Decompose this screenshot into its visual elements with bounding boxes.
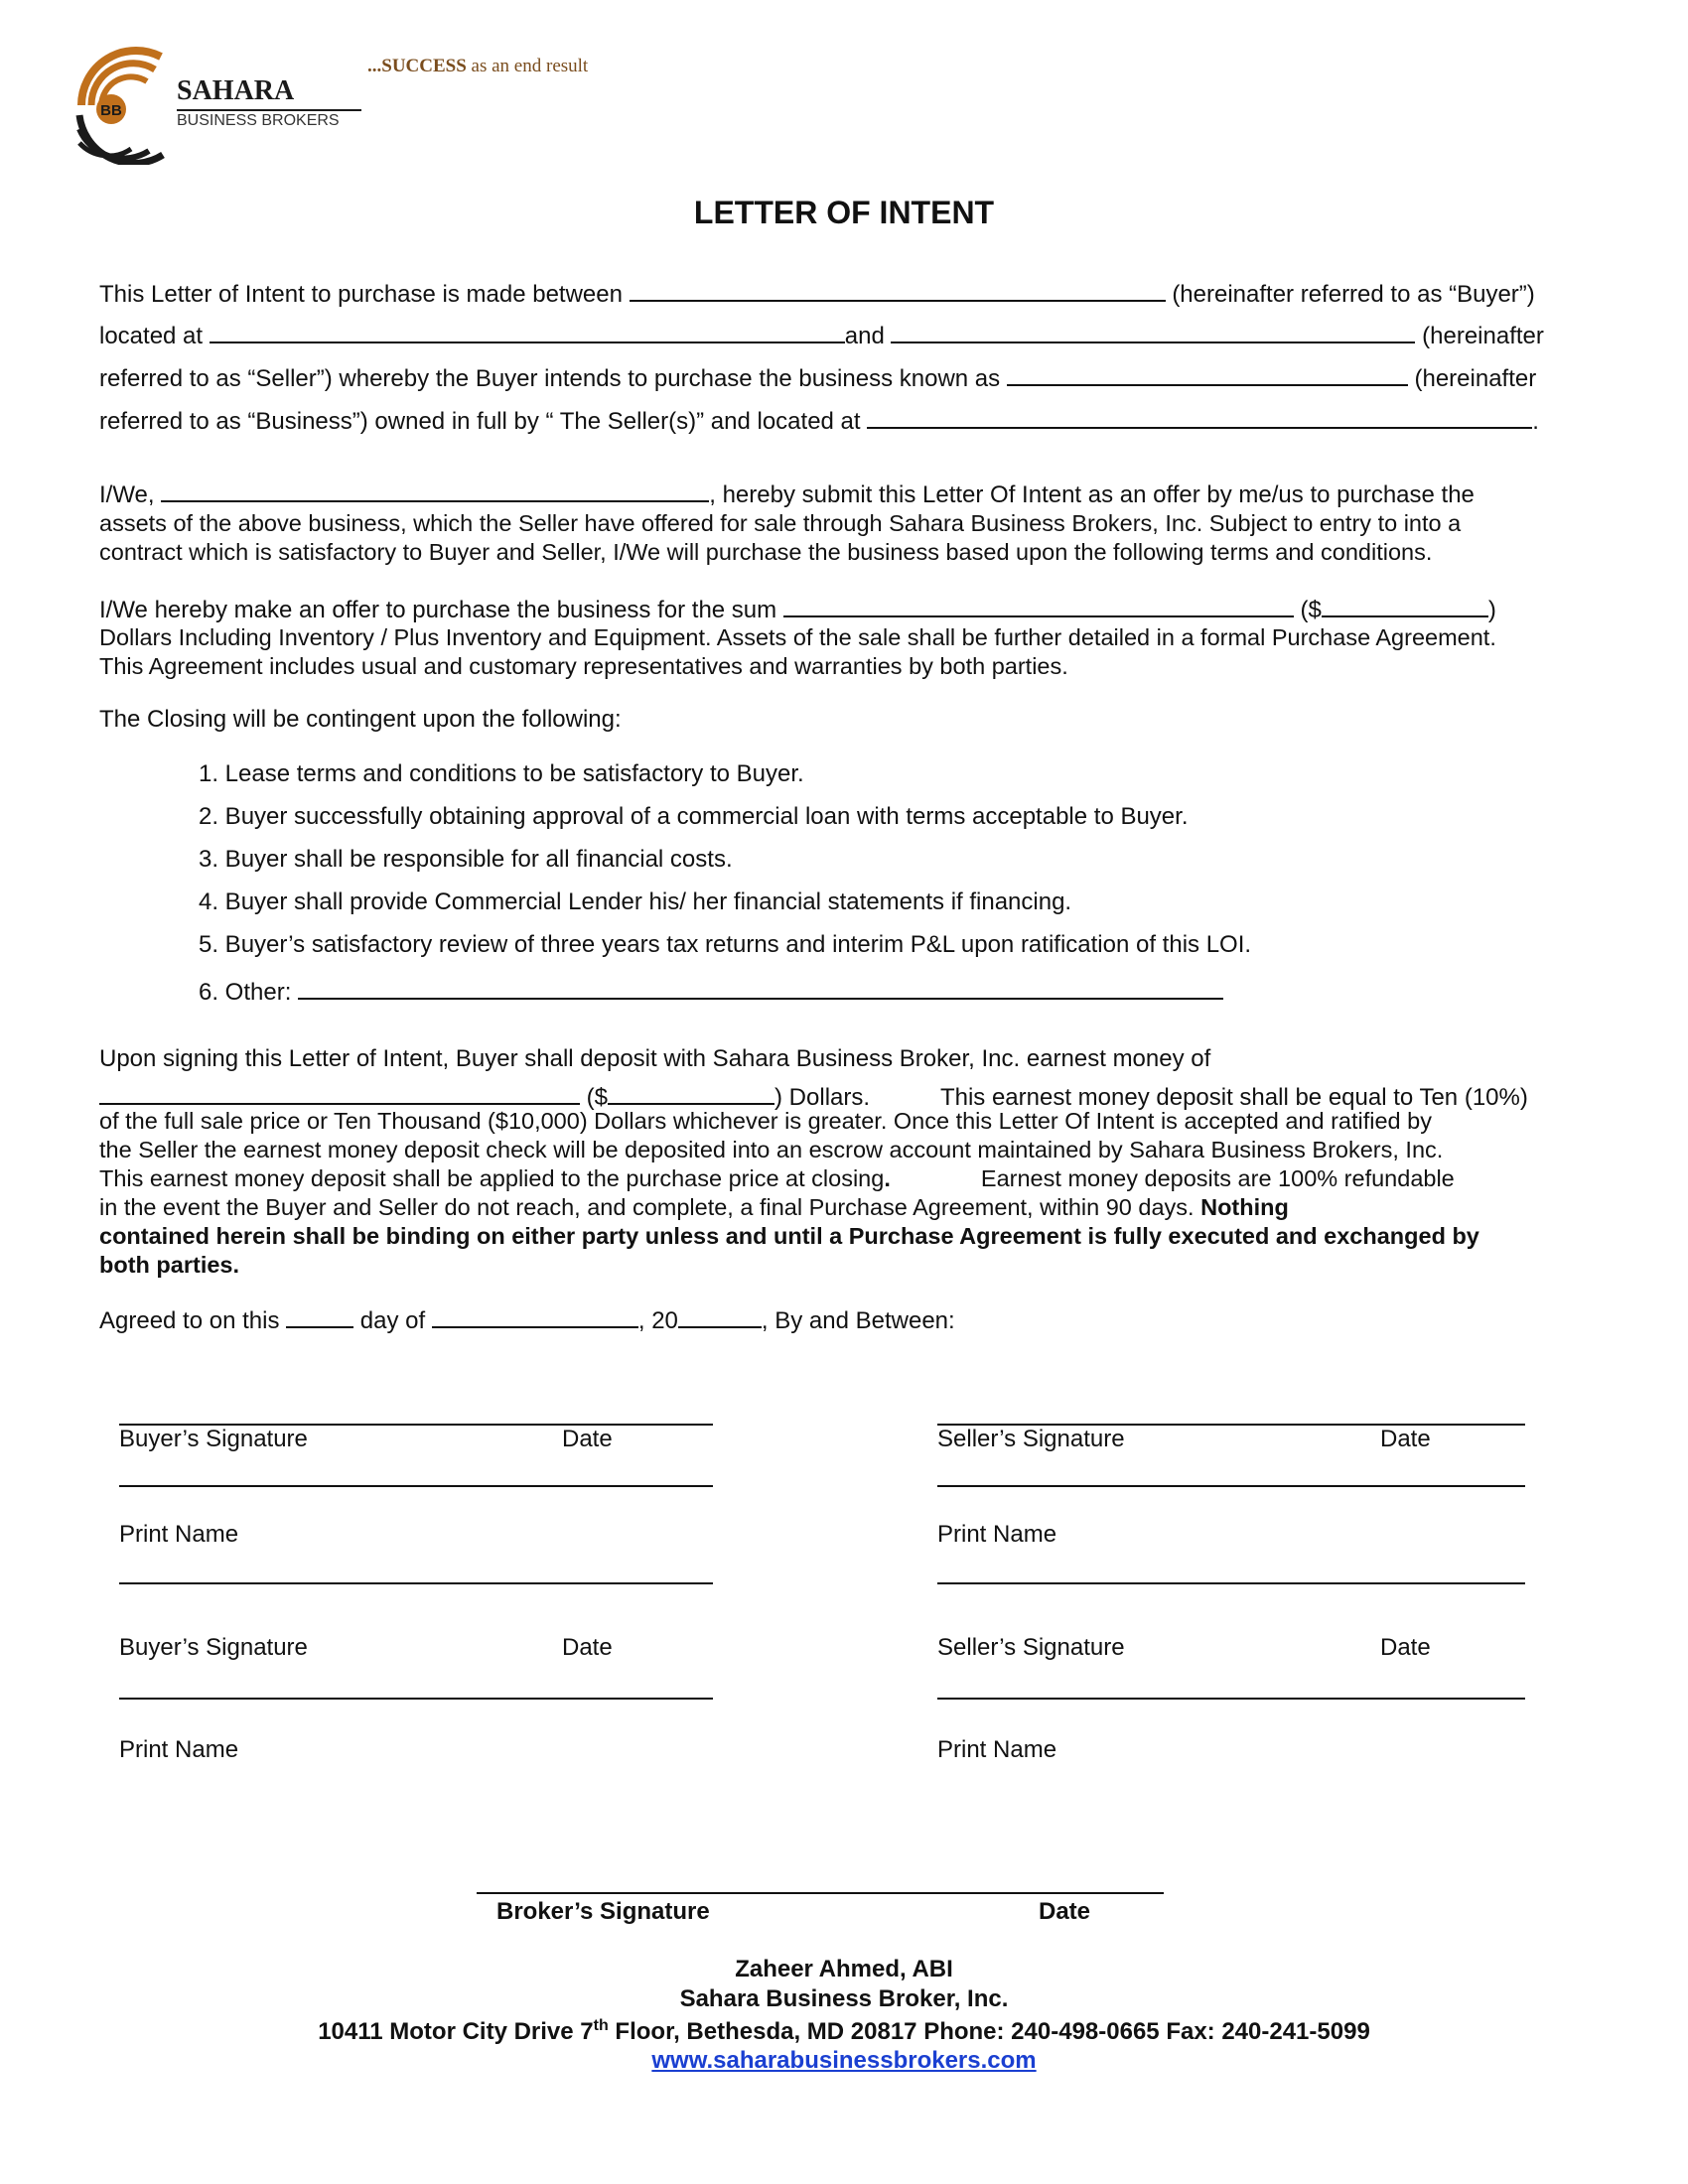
broker-date-label: Date [1039,1898,1091,1925]
seller-date-label: Date [1380,1426,1431,1452]
svg-text:BB: BB [100,102,122,119]
agreed-day-blank[interactable] [286,1302,353,1328]
offer-text: I/We, [99,481,155,508]
intro-text: (hereinafter referred to as “Buyer”) [1172,281,1535,308]
buyer-print-name-label: Print Name [119,1521,239,1548]
deposit-line-5 [99,1165,1455,1192]
buyer-signature-label: Buyer’s Signature [119,1426,308,1452]
intro-line-4 [99,403,1539,436]
intro-text: referred to as “Business”) owned in full by “ The Seller(s)” and located at [99,408,861,435]
offer-amount-figures-blank[interactable] [1322,592,1488,617]
closing-heading: The Closing will be contingent upon the following: [99,706,622,733]
other-condition-blank[interactable] [298,974,1223,1000]
deposit-line-6 [99,1194,1289,1221]
agreed-month-blank[interactable] [432,1302,638,1328]
business-name-blank[interactable] [1007,360,1408,386]
buyer-print-name-label: Print Name [119,1736,239,1763]
broker-address [0,2017,1688,2046]
condition-item: 5. Buyer’s satisfactory review of three years tax returns and interim P&L upon ratification of this LOI. [199,931,1252,958]
offer-line-3: contract which is satisfactory to Buyer and Seller, I/We will purchase the business based upon the following terms and conditions. [99,539,1433,565]
intro-text: . [1532,408,1539,435]
deposit-line-7: contained herein shall be binding on either party unless and until a Purchase Agreement is fully executed and exchanged by [99,1223,1479,1249]
broker-signature-line[interactable] [477,1892,1164,1894]
sum-text: ) [1487,597,1496,623]
seller-print-name-label: Print Name [937,1736,1057,1763]
broker-company: Sahara Business Broker, Inc. [679,1985,1009,2012]
buyer-print-name-line-1[interactable] [119,1485,713,1487]
brand-name: SAHARA [177,75,295,106]
deposit-text: . [884,1165,891,1191]
document-title: LETTER OF INTENT [693,195,995,230]
offeror-name-blank[interactable] [161,477,709,502]
sum-line-3: This Agreement includes usual and customary representatives and warranties by both parties. [99,653,1068,679]
tagline-prefix: ...SUCCESS [367,56,467,76]
tagline-rest: as an end result [466,56,589,76]
buyer-print-name-line-2[interactable] [119,1698,713,1700]
deposit-amount-figures-blank[interactable] [608,1079,774,1105]
intro-text: referred to as “Seller”) whereby the Buyer intends to purchase the business known as [99,365,1001,392]
sum-text: I/We hereby make an offer to purchase the business for the sum [99,597,777,623]
offer-line-1 [99,477,1475,509]
buyer-date-label: Date [562,1634,613,1661]
buyer-date-label: Date [562,1426,613,1452]
broker-name: Zaheer Ahmed, ABI [735,1956,953,1982]
brand-underline [177,109,361,111]
deposit-bold-text: Nothing [1200,1194,1289,1220]
offer-text: , hereby submit this Letter Of Intent as an offer by me/us to purchase the [709,481,1475,508]
agreed-text: Agreed to on this [99,1307,280,1334]
intro-text: (hereinafter [1422,323,1544,349]
seller-print-name-label: Print Name [937,1521,1057,1548]
agreed-text: day of [359,1307,426,1334]
deposit-text: in the event the Buyer and Seller do not reach, and complete, a final Purchase Agreement, within 90 days. [99,1194,1195,1220]
deposit-line-8: both parties. [99,1252,240,1278]
address-text: 10411 Motor City Drive 7 [318,2018,594,2045]
buyer-name-blank[interactable] [630,276,1166,302]
deposit-line-3: of the full sale price or Ten Thousand ($10,000) Dollars whichever is greater. Once this Letter Of Intent is accepted and ratified by [99,1108,1432,1134]
seller-signature-label: Seller’s Signature [937,1634,1125,1661]
sum-text: ($ [1300,597,1322,623]
seller-print-name-line-1[interactable] [937,1485,1525,1487]
deposit-line-4: the Seller the earnest money deposit check will be deposited into an escrow account maintained by Sahara Business Brokers, Inc. [99,1137,1444,1162]
agreed-text: , 20 [637,1307,678,1334]
buyer-location-blank[interactable] [210,318,845,343]
agreed-text: , By and Between: [761,1307,955,1334]
deposit-text: This earnest money deposit shall be equal to Ten (10%) [939,1084,1528,1111]
address-text: Floor, Bethesda, MD 20817 Phone: 240-498-0665 Fax: 240-241-5099 [608,2018,1370,2045]
seller-name-blank[interactable] [891,318,1415,343]
broker-signature-label: Broker’s Signature [496,1898,710,1925]
condition-item-other [199,974,1223,1007]
condition-item: 2. Buyer successfully obtaining approval of a commercial loan with terms acceptable to Buyer. [199,803,1189,830]
tagline [367,56,588,77]
condition-item: 1. Lease terms and conditions to be satisfactory to Buyer. [199,760,804,787]
offer-amount-words-blank[interactable] [783,592,1294,617]
agreed-year-blank[interactable] [678,1302,762,1328]
offer-line-2: assets of the above business, which the Seller have offered for sale through Sahara Business Brokers, Inc. Subject to entry to into a [99,510,1462,536]
intro-line-1 [99,276,1535,309]
seller-print-name-line-2[interactable] [937,1698,1525,1700]
seller-signature-line-2[interactable] [937,1582,1525,1584]
deposit-text: ) Dollars. [774,1084,871,1111]
deposit-amount-words-blank[interactable] [99,1079,580,1105]
address-superscript: th [593,2017,609,2034]
sum-line-2: Dollars Including Inventory / Plus Inventory and Equipment. Assets of the sale shall be further detailed in a formal Purchase Agreement. [99,624,1496,650]
buyer-signature-label: Buyer’s Signature [119,1634,308,1661]
intro-text: This Letter of Intent to purchase is made between [99,281,623,308]
agreed-line [99,1302,955,1335]
seller-signature-label: Seller’s Signature [937,1426,1125,1452]
business-location-blank[interactable] [867,403,1532,429]
brand-subtitle: BUSINESS BROKERS [177,112,340,129]
condition-item: 4. Buyer shall provide Commercial Lender his/ her financial statements if financing. [199,888,1072,915]
intro-text: (hereinafter [1414,365,1537,392]
buyer-signature-line-2[interactable] [119,1582,713,1584]
deposit-line-1: Upon signing this Letter of Intent, Buyer shall deposit with Sahara Business Broker, Inc. earnest money of [99,1045,1211,1072]
website-row [0,2047,1688,2075]
website-link[interactable]: www.saharabusinessbrokers.com [651,2047,1037,2074]
deposit-text: ($ [586,1084,609,1111]
sum-line-1 [99,592,1496,624]
deposit-text: This earnest money deposit shall be applied to the purchase price at closing [99,1165,885,1191]
intro-line-3 [99,360,1536,393]
seller-date-label: Date [1380,1634,1431,1661]
intro-line-2 [99,318,1544,350]
intro-text: and [844,323,885,349]
condition-item: 3. Buyer shall be responsible for all financial costs. [199,846,733,873]
intro-text: located at [99,323,204,349]
deposit-text: Earnest money deposits are 100% refundable [980,1165,1455,1191]
condition-text: 6. Other: [199,979,292,1006]
